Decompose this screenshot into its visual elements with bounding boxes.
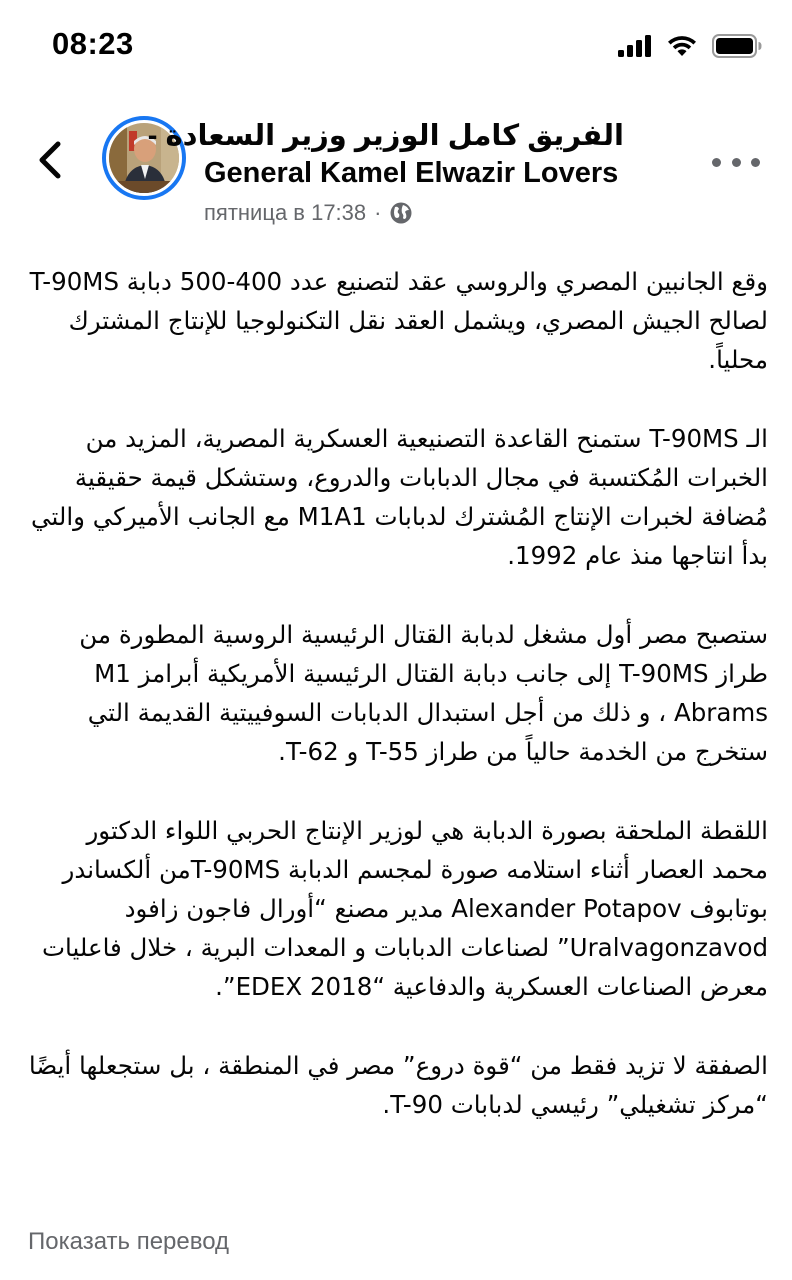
post-paragraph: اللقطة الملحقة بصورة الدبابة هي لوزير الإنتاج الحربي اللواء الدكتور محمد العصار أثناء استلامه صورة لمجسم الدبابة T-90MSمن ألكساندر بوتابوف Alexander Potapov مدير مصنع “أورال فاجون زافود Uralvagonzavod” لصناعات الدبابات و المعدات البرية ، خلال فاعليات معرض الصناعات العسكرية والدفاعية “EDEX 2018”. [41,816,768,1001]
post-paragraph: الصفقة لا تزيد فقط من “قوة دروع” مصر في المنطقة ، بل ستجعلها أيضًا “مركز تشغيلي” رئيسي لدبابات T-90. [28,1051,768,1119]
post-meta [204,200,413,226]
meta-separator: · [374,200,382,225]
post-paragraph: الـ T-90MS ستمنح القاعدة التصنيعية العسكرية المصرية، المزيد من الخبرات المُكتسبة في مجال الدبابات والدروع، وستشكل قيمة حقيقية مُضافة لخبرات الإنتاج المُشترك لدبابات M1A1 مع الجانب الأميركي والتي بدأ انتاجها منذ عام 1992. [31,424,768,570]
battery-icon [712,34,762,58]
status-time: 08:23 [52,26,134,61]
more-options-button[interactable] [712,150,760,174]
post-text [26,262,768,1164]
status-bar [0,0,792,100]
back-button[interactable] [28,138,72,182]
show-translation-link[interactable]: Показать перевод [28,1228,230,1255]
page-name-english[interactable]: General Kamel Elwazir Lovers [204,157,619,189]
wifi-icon [666,34,698,58]
chevron-left-icon [36,140,64,180]
signal-icon [618,35,652,57]
post-header [0,110,792,240]
more-dots-icon [732,158,741,167]
post-timestamp[interactable]: пятница в 17:38 [204,200,367,225]
more-dots-icon [751,158,760,167]
globe-icon [389,201,413,225]
post-paragraph: ستصبح مصر أول مشغل لدبابة القتال الرئيسية الروسية المطورة من طراز T-90MS إلى جانب دبابة القتال الرئيسية الأمريكية أبرامز M1 Abrams ، و ذلك من أجل استبدال الدبابات السوفييتية القديمة التي ستخرج من الخدمة حالياً من طراز T-55 و T-62. [79,620,768,766]
status-icons [618,34,762,58]
page-name-arabic[interactable]: الفريق كامل الوزير وزير السعادة - [147,120,624,152]
post-paragraph: وقع الجانبين المصري والروسي عقد لتصنيع عدد 400-500 دبابة T-90MS لصالح الجيش المصري، ويشمل العقد نقل التكنولوجيا للإنتاج المشترك محلياً. [29,267,768,374]
more-dots-icon [712,158,721,167]
page-name[interactable] [147,118,624,192]
